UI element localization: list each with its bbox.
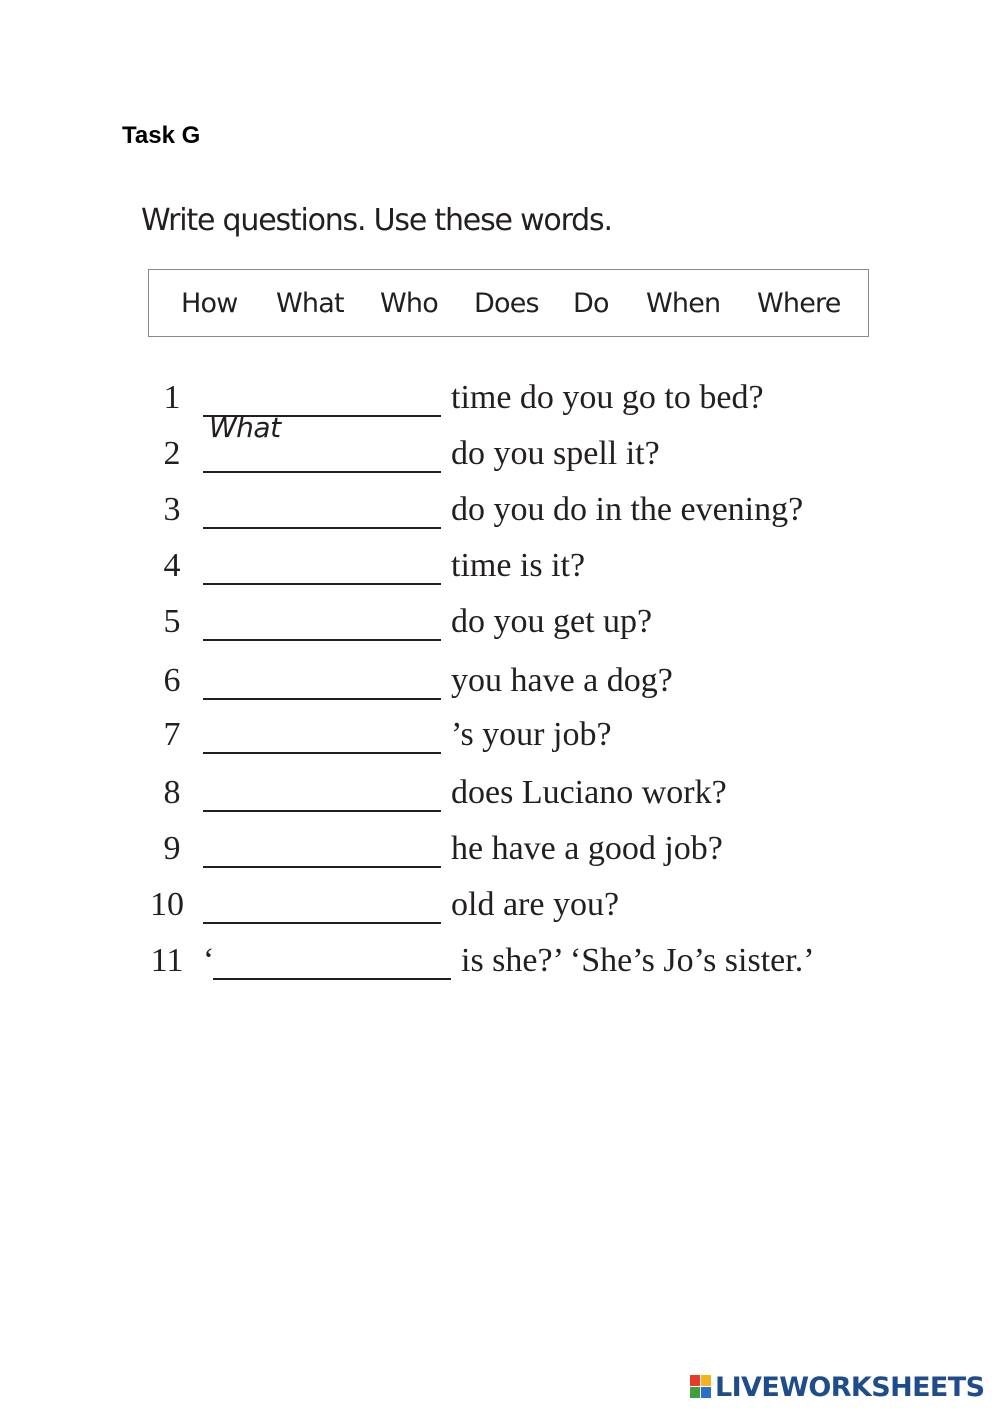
brand-footer — [690, 1372, 984, 1402]
question-number: 9 — [163, 830, 181, 867]
answer-blank[interactable] — [203, 922, 441, 924]
answer-blank[interactable] — [203, 698, 441, 700]
question-text: do you do in the evening? — [451, 491, 804, 528]
question-text: he have a good job? — [451, 830, 723, 867]
question-number: 2 — [163, 435, 181, 472]
answer-blank[interactable] — [203, 866, 441, 868]
question-text: do you spell it? — [451, 435, 660, 472]
word-bank-item: Who — [380, 288, 438, 319]
question-text: do you get up? — [451, 603, 653, 640]
question-text: does Luciano work? — [451, 774, 727, 811]
answer-blank[interactable] — [203, 639, 441, 641]
word-bank-item: Do — [573, 288, 609, 319]
question-number: 5 — [163, 603, 181, 640]
question-number: 11 — [150, 942, 184, 979]
answer-text: What — [209, 411, 281, 444]
brand-name: LIVEWORKSHEETS — [715, 1371, 985, 1403]
question-number: 7 — [163, 716, 181, 753]
word-bank-item: How — [181, 288, 238, 319]
liveworksheets-logo-icon — [690, 1375, 712, 1399]
question-text: time is it? — [451, 547, 586, 584]
question-number: 1 — [163, 379, 181, 416]
answer-blank[interactable] — [203, 752, 441, 754]
instruction: Write questions. Use these words. — [141, 203, 612, 238]
word-bank-item: What — [276, 288, 344, 319]
question-number: 8 — [163, 774, 181, 811]
answer-blank[interactable] — [203, 583, 441, 585]
question-text: is she?’ ‘She’s Jo’s sister.’ — [461, 942, 815, 979]
word-bank-item: Does — [474, 288, 539, 319]
task-title: Task G — [122, 122, 201, 149]
word-bank-item: Where — [757, 288, 841, 319]
word-bank-item: When — [646, 288, 721, 319]
question-text: you have a dog? — [451, 662, 673, 699]
question-number: 4 — [163, 547, 181, 584]
question-number: 6 — [163, 662, 181, 699]
answer-blank[interactable] — [203, 411, 441, 444]
question-text: time do you go to bed? — [451, 379, 764, 416]
question-number: 10 — [150, 886, 184, 923]
question-text: ’s your job? — [451, 716, 612, 753]
question-number: 3 — [163, 491, 181, 528]
answer-blank[interactable] — [203, 810, 441, 812]
question-text: old are you? — [451, 886, 620, 923]
answer-blank[interactable] — [213, 978, 451, 980]
answer-blank[interactable] — [203, 527, 441, 529]
open-quote: ‘ — [203, 942, 215, 979]
word-bank — [148, 269, 869, 337]
answer-blank[interactable] — [203, 471, 441, 473]
